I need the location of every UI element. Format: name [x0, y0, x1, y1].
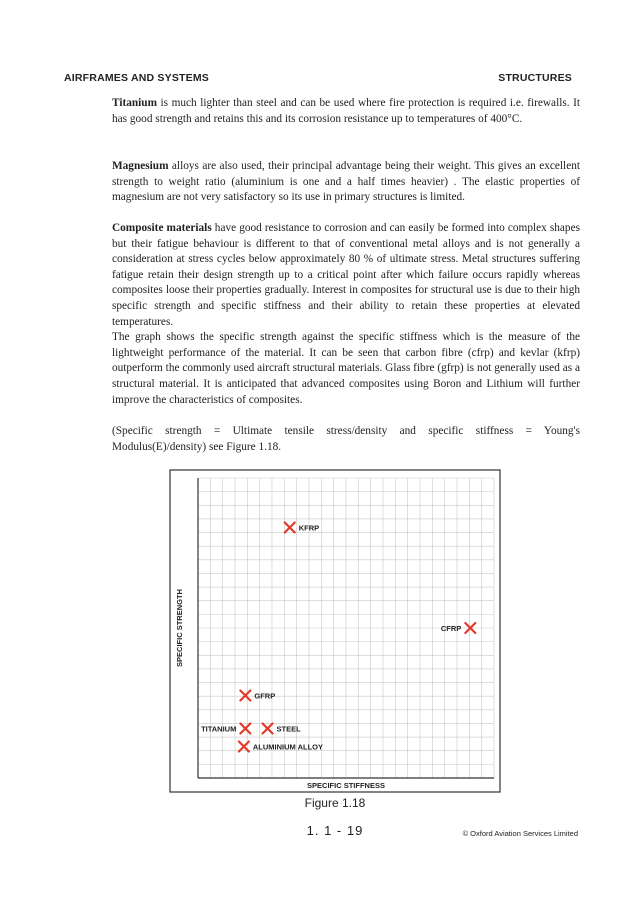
y-axis-label: SPECIFIC STRENGTH	[175, 589, 184, 667]
point-label-steel: STEEL	[276, 724, 301, 734]
text-composite: have good resistance to corrosion and can easily be formed into complex shapes but their fatigue behaviour is different to that of conventional metal alloys and is not generally a consideration at stress cycles below approximately 80 % of ultimate stress. Metal structures suffering fatigue retain their design strength up to a critical point after which failure occurs rapidly whereas composites loose their properties gradually. Interest in composites for structural use is due to their high specific strength and specific stiffness and their ability to retain these properties at elevated temperatures.	[112, 222, 580, 328]
header-left: AIRFRAMES AND SYSTEMS	[64, 72, 209, 84]
header-right: STRUCTURES	[498, 72, 572, 84]
point-label-gfrp: GFRP	[254, 691, 276, 701]
page-number: 1. 1 - 19	[306, 823, 364, 838]
point-label-cfrp: CFRP	[440, 624, 462, 633]
point-label-aluminium-alloy: ALUMINIUM ALLOY	[252, 742, 324, 752]
x-axis-label: SPECIFIC STIFFNESS	[307, 781, 385, 790]
point-label-kfrp: KFRP	[298, 523, 320, 533]
text-magnesium: alloys are also used, their principal advantage being their weight. This gives an excellent strength to weight ratio (aluminium is one and a half times heavier) . The elastic properties of magnesium are not very satisfactory so its use in primary structures is limited.	[112, 160, 580, 204]
copyright: © Oxford Aviation Services Limited	[462, 829, 578, 838]
term-magnesium: Magnesium	[112, 160, 169, 172]
point-label-titanium: TITANIUM	[201, 724, 237, 734]
text-titanium: is much lighter than steel and can be used where fire protection is required i.e. firewalls. It has good strength and retains this and its corrosion resistance up to temperatures of 400°C.	[112, 97, 580, 125]
paragraph-definition: (Specific strength = Ultimate tensile stress/density and specific stiffness = Young's Modulus(E)/density) see Figure 1.18.	[112, 425, 580, 453]
figure-caption: Figure 1.18	[304, 796, 366, 810]
text-composite-2: The graph shows the specific strength against the specific stiffness which is the measure of the lightweight performance of the material. It can be seen that carbon fibre (cfrp) and kevlar (kfrp) outperform the commonly used aircraft structural materials. Glass fibre (gfrp) is not generally used as a structural material. It is anticipated that advanced composites using Boron and Lithium will further improve the characteristics of composites.	[112, 331, 580, 406]
term-titanium: Titanium	[112, 97, 157, 109]
term-composite: Composite materials	[112, 222, 212, 234]
